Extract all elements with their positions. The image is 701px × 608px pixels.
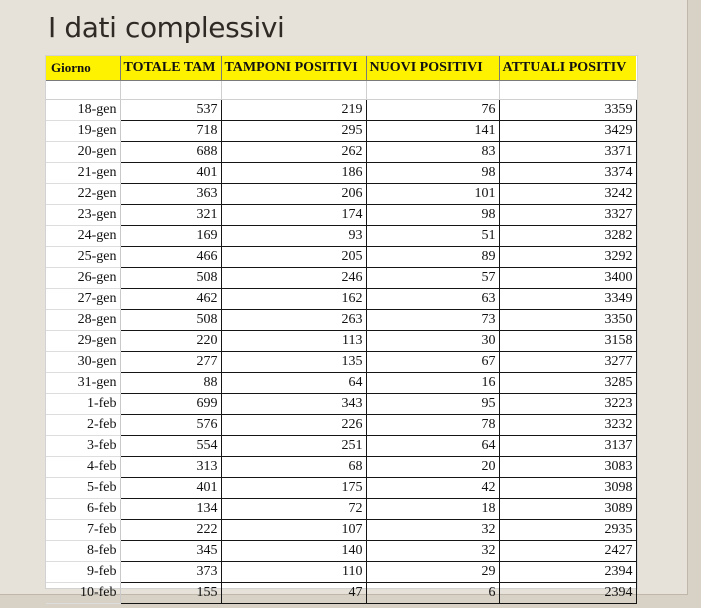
cell-nuovi-positivi: 76: [366, 100, 499, 121]
cell-totale-tamponi: 576: [120, 415, 221, 436]
cell-giorno: 21-gen: [46, 163, 120, 184]
cell-tamponi-positivi: 263: [221, 310, 366, 331]
cell-attuali-positivi: 3327: [499, 205, 636, 226]
cell-attuali-positivi: 3137: [499, 436, 636, 457]
table-row: [46, 142, 636, 163]
cell-attuali-positivi: 3158: [499, 331, 636, 352]
cell-totale-tamponi: 155: [120, 583, 221, 604]
cell-attuali-positivi: 3285: [499, 373, 636, 394]
table-row: [46, 226, 636, 247]
cell-nuovi-positivi: 32: [366, 520, 499, 541]
cell-attuali-positivi: 3083: [499, 457, 636, 478]
cell-attuali-positivi: 2394: [499, 562, 636, 583]
table-row: [46, 352, 636, 373]
cell-tamponi-positivi: 135: [221, 352, 366, 373]
cell-totale-tamponi: 313: [120, 457, 221, 478]
cell-tamponi-positivi: 206: [221, 184, 366, 205]
cell-nuovi-positivi: 89: [366, 247, 499, 268]
table-row: [46, 268, 636, 289]
spreadsheet-image: [45, 55, 638, 600]
cell-totale-tamponi: 508: [120, 310, 221, 331]
cell-giorno: 10-feb: [46, 583, 120, 604]
cell-nuovi-positivi: 67: [366, 352, 499, 373]
cell-totale-tamponi: 699: [120, 394, 221, 415]
cell-totale-tamponi: 88: [120, 373, 221, 394]
cell-totale-tamponi: 373: [120, 562, 221, 583]
cell-tamponi-positivi: 295: [221, 121, 366, 142]
cell-tamponi-positivi: 47: [221, 583, 366, 604]
cell-totale-tamponi: 277: [120, 352, 221, 373]
cell-attuali-positivi: 3282: [499, 226, 636, 247]
cell-attuali-positivi: 3371: [499, 142, 636, 163]
data-table: [46, 56, 637, 604]
cell-tamponi-positivi: 68: [221, 457, 366, 478]
column-header-attuali-positivi: ATTUALI POSITIV: [499, 56, 636, 81]
table-row: [46, 583, 636, 604]
cell-totale-tamponi: 508: [120, 268, 221, 289]
cell-tamponi-positivi: 107: [221, 520, 366, 541]
cell-giorno: 5-feb: [46, 478, 120, 499]
cell-giorno: 27-gen: [46, 289, 120, 310]
cell-giorno: 3-feb: [46, 436, 120, 457]
cell-nuovi-positivi: 57: [366, 268, 499, 289]
cell-giorno: 1-feb: [46, 394, 120, 415]
cell-tamponi-positivi: 174: [221, 205, 366, 226]
cell-totale-tamponi: 222: [120, 520, 221, 541]
cell-nuovi-positivi: 30: [366, 331, 499, 352]
cell-totale-tamponi: 718: [120, 121, 221, 142]
cell-attuali-positivi: 3292: [499, 247, 636, 268]
cell-attuali-positivi: 3098: [499, 478, 636, 499]
table-row: [46, 163, 636, 184]
cell-attuali-positivi: 3277: [499, 352, 636, 373]
cell-tamponi-positivi: 205: [221, 247, 366, 268]
cell-giorno: 6-feb: [46, 499, 120, 520]
cell-nuovi-positivi: 6: [366, 583, 499, 604]
table-row: [46, 100, 636, 121]
empty-cell: [221, 81, 366, 100]
cell-totale-tamponi: 220: [120, 331, 221, 352]
cell-tamponi-positivi: 64: [221, 373, 366, 394]
cell-giorno: 2-feb: [46, 415, 120, 436]
cell-totale-tamponi: 345: [120, 541, 221, 562]
cell-giorno: 18-gen: [46, 100, 120, 121]
table-row: [46, 121, 636, 142]
table-row: [46, 436, 636, 457]
table-body: [46, 81, 636, 604]
cell-nuovi-positivi: 51: [366, 226, 499, 247]
table-row: [46, 394, 636, 415]
cell-nuovi-positivi: 29: [366, 562, 499, 583]
table-row: [46, 331, 636, 352]
cell-nuovi-positivi: 73: [366, 310, 499, 331]
column-header-giorno: Giorno: [46, 56, 120, 81]
cell-giorno: 31-gen: [46, 373, 120, 394]
table-row: [46, 415, 636, 436]
cell-attuali-positivi: 2935: [499, 520, 636, 541]
cell-tamponi-positivi: 93: [221, 226, 366, 247]
empty-cell: [499, 81, 636, 100]
cell-nuovi-positivi: 98: [366, 205, 499, 226]
cell-totale-tamponi: 401: [120, 478, 221, 499]
cell-totale-tamponi: 169: [120, 226, 221, 247]
cell-nuovi-positivi: 95: [366, 394, 499, 415]
cell-attuali-positivi: 3223: [499, 394, 636, 415]
table-row: [46, 457, 636, 478]
table-row: [46, 184, 636, 205]
cell-attuali-positivi: 2427: [499, 541, 636, 562]
cell-giorno: 22-gen: [46, 184, 120, 205]
cell-giorno: 9-feb: [46, 562, 120, 583]
cell-tamponi-positivi: 110: [221, 562, 366, 583]
cell-nuovi-positivi: 16: [366, 373, 499, 394]
column-header-tamponi-positivi: TAMPONI POSITIVI: [221, 56, 366, 81]
cell-tamponi-positivi: 162: [221, 289, 366, 310]
cell-giorno: 26-gen: [46, 268, 120, 289]
empty-cell: [46, 81, 120, 100]
cell-tamponi-positivi: 113: [221, 331, 366, 352]
cell-attuali-positivi: 3089: [499, 499, 636, 520]
cell-nuovi-positivi: 83: [366, 142, 499, 163]
cell-giorno: 19-gen: [46, 121, 120, 142]
table-row: [46, 562, 636, 583]
cell-attuali-positivi: 2394: [499, 583, 636, 604]
cell-totale-tamponi: 462: [120, 289, 221, 310]
cell-giorno: 25-gen: [46, 247, 120, 268]
cell-attuali-positivi: 3349: [499, 289, 636, 310]
empty-cell: [120, 81, 221, 100]
cell-giorno: 24-gen: [46, 226, 120, 247]
table-row: [46, 373, 636, 394]
cell-giorno: 7-feb: [46, 520, 120, 541]
empty-cell: [366, 81, 499, 100]
cell-nuovi-positivi: 63: [366, 289, 499, 310]
cell-nuovi-positivi: 78: [366, 415, 499, 436]
cell-tamponi-positivi: 343: [221, 394, 366, 415]
cell-totale-tamponi: 363: [120, 184, 221, 205]
cell-nuovi-positivi: 141: [366, 121, 499, 142]
cell-giorno: 4-feb: [46, 457, 120, 478]
table-row: [46, 310, 636, 331]
cell-attuali-positivi: 3400: [499, 268, 636, 289]
cell-totale-tamponi: 688: [120, 142, 221, 163]
cell-attuali-positivi: 3374: [499, 163, 636, 184]
cell-tamponi-positivi: 226: [221, 415, 366, 436]
cell-nuovi-positivi: 98: [366, 163, 499, 184]
cell-attuali-positivi: 3232: [499, 415, 636, 436]
cell-tamponi-positivi: 246: [221, 268, 366, 289]
cell-nuovi-positivi: 20: [366, 457, 499, 478]
cell-tamponi-positivi: 175: [221, 478, 366, 499]
cell-nuovi-positivi: 42: [366, 478, 499, 499]
cell-tamponi-positivi: 186: [221, 163, 366, 184]
table-row: [46, 499, 636, 520]
table-row: [46, 289, 636, 310]
table-row: [46, 478, 636, 499]
cell-totale-tamponi: 401: [120, 163, 221, 184]
table-header-row: [46, 56, 636, 81]
cell-giorno: 8-feb: [46, 541, 120, 562]
cell-nuovi-positivi: 32: [366, 541, 499, 562]
cell-totale-tamponi: 537: [120, 100, 221, 121]
cell-giorno: 23-gen: [46, 205, 120, 226]
cell-giorno: 29-gen: [46, 331, 120, 352]
cell-tamponi-positivi: 219: [221, 100, 366, 121]
table-row: [46, 541, 636, 562]
cell-nuovi-positivi: 18: [366, 499, 499, 520]
table-row: [46, 205, 636, 226]
cell-giorno: 28-gen: [46, 310, 120, 331]
table-row: [46, 247, 636, 268]
cell-nuovi-positivi: 101: [366, 184, 499, 205]
cell-tamponi-positivi: 251: [221, 436, 366, 457]
cell-attuali-positivi: 3359: [499, 100, 636, 121]
cell-tamponi-positivi: 140: [221, 541, 366, 562]
cell-totale-tamponi: 134: [120, 499, 221, 520]
empty-row: [46, 81, 636, 100]
cell-giorno: 20-gen: [46, 142, 120, 163]
cell-totale-tamponi: 466: [120, 247, 221, 268]
cell-totale-tamponi: 321: [120, 205, 221, 226]
cell-attuali-positivi: 3429: [499, 121, 636, 142]
cell-attuali-positivi: 3350: [499, 310, 636, 331]
cell-giorno: 30-gen: [46, 352, 120, 373]
column-header-nuovi-positivi: NUOVI POSITIVI: [366, 56, 499, 81]
cell-nuovi-positivi: 64: [366, 436, 499, 457]
column-header-totale-tamponi: TOTALE TAM: [120, 56, 221, 81]
table-row: [46, 520, 636, 541]
cell-tamponi-positivi: 262: [221, 142, 366, 163]
cell-tamponi-positivi: 72: [221, 499, 366, 520]
cell-totale-tamponi: 554: [120, 436, 221, 457]
page-title: I dati complessivi: [48, 11, 285, 44]
cell-attuali-positivi: 3242: [499, 184, 636, 205]
